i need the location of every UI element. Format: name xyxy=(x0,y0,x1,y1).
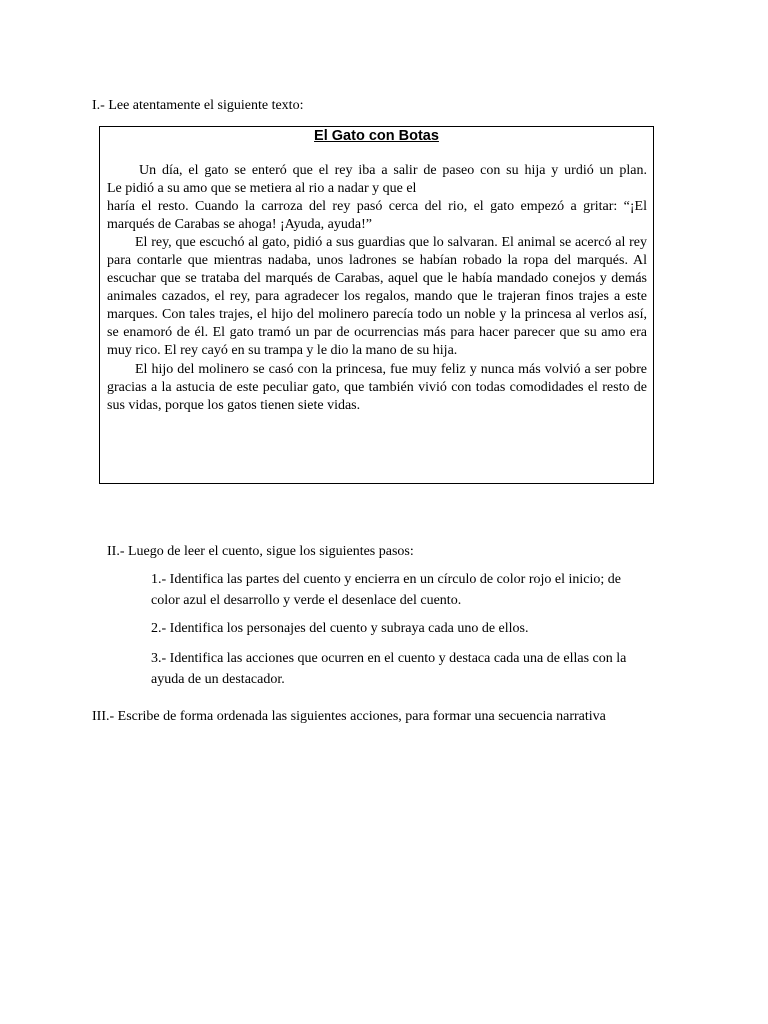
step-item: 2.- Identifica los personajes del cuento y subraya cada uno de ellos. xyxy=(151,621,529,636)
step-item: 1.- Identifica las partes del cuento y encierra en un círculo de color rojo el inicio; de color azul el desarrollo y verde el desenlace del cuento. xyxy=(151,572,621,608)
story-paragraph-1-line-1: Un día, el gato se enteró que el rey iba a salir de paseo con su hija y urdió un plan. xyxy=(139,163,647,178)
section-three-instruction: III.- Escribe de forma ordenada las siguientes acciones, para formar una secuencia narrativa xyxy=(92,709,606,724)
story-paragraph-1-rest: haría el resto. Cuando la carroza del rey pasó cerca del rio, el gato empezó a gritar: “¡El marqués de Carabas se ahoga! ¡Ayuda, ayuda!” xyxy=(107,199,647,233)
story-paragraph-2: El rey, que escuchó al gato, pidió a sus guardias que lo salvaran. El animal se acercó al rey para contarle que mientras nadaba, unos ladrones se habían robado la ropa del marqués. Al escuchar que se trataba del marqués de Carabas, aquel que le había mandado conejos y demás animales cazados, el rey, para agradecer los regalos, mando que le trajeran finos trajes a este marques. Con tales trajes, el hijo del molinero parecía todo un noble y la princesa al verlos así, se enamoró de él. El gato tramó un par de ocurrencias más para hacer parecer que su amo era muy rico. El rey cayó en su trampa y le dio la mano de su hija. xyxy=(107,235,647,359)
section-two-instruction: II.- Luego de leer el cuento, sigue los siguientes pasos: xyxy=(107,544,414,559)
section-one-instruction: I.- Lee atentamente el siguiente texto: xyxy=(92,98,304,113)
story-paragraph-1-line-2: Le pidió a su amo que se metiera al rio a nadar y que el xyxy=(107,181,417,197)
story-paragraph-3: El hijo del molinero se casó con la princesa, fue muy feliz y nunca más volvió a ser pobre gracias a la astucia de este peculiar gato, que también vivió con todas comodidades el resto de sus vidas, porque los gatos tienen siete vidas. xyxy=(107,361,647,413)
step-item: 3.- Identifica las acciones que ocurren en el cuento y destaca cada una de ellas con la ayuda de un destacador. xyxy=(151,651,627,687)
story-title: El Gato con Botas xyxy=(314,128,439,144)
story-body xyxy=(107,162,647,415)
story-box xyxy=(99,126,654,484)
